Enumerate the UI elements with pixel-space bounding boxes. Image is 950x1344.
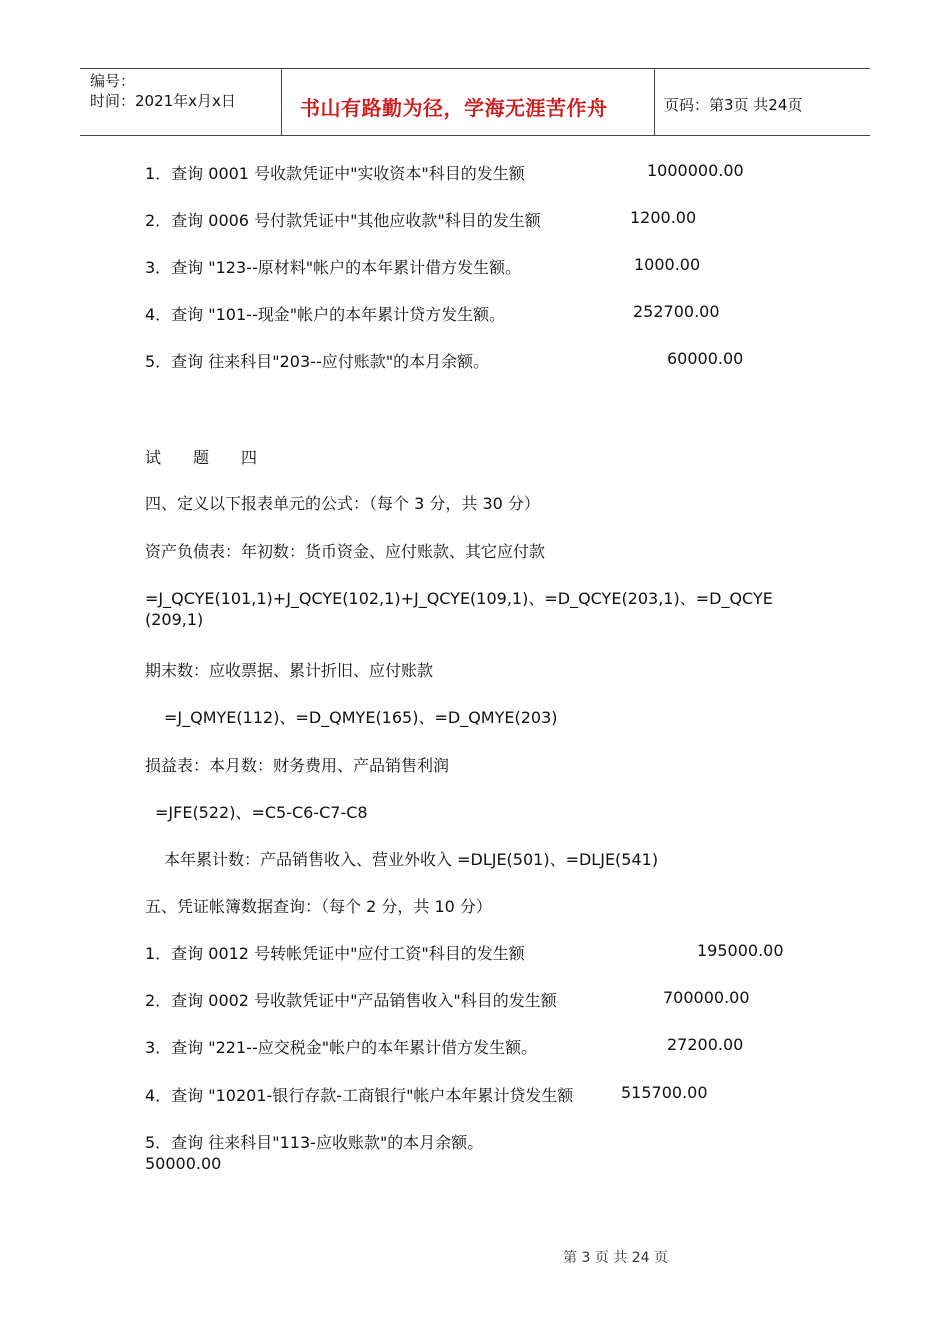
header-motto: 书山有路勤为径，学海无涯苦作舟 — [300, 96, 608, 120]
formula-period-end: =J_QMYE(112)、=D_QMYE(165)、=D_QMYE(203) — [164, 708, 558, 727]
query-value: 252700.00 — [633, 302, 720, 321]
part4-heading: 四、定义以下报表单元的公式：（每个 3 分，共 30 分） — [145, 494, 540, 513]
query-value: 60000.00 — [667, 349, 744, 368]
query-value: 700000.00 — [663, 988, 750, 1007]
document-time-label: 时间：2021年x月x日 — [90, 92, 236, 110]
formula-monthly: =JFE(522)、=C5-C6-C7-C8 — [155, 803, 368, 822]
query-value: 195000.00 — [697, 941, 784, 960]
query-line: 5．查询 往来科目"203--应付账款"的本月余额。 — [145, 352, 490, 371]
query-line: 3．查询 "123--原材料"帐户的本年累计借方发生额。 — [145, 258, 522, 277]
document-number-label: 编号： — [90, 72, 136, 90]
query-value: 1000000.00 — [647, 161, 744, 180]
header-bottom-rule — [80, 135, 870, 136]
query-value: 515700.00 — [621, 1083, 708, 1102]
header-page-info: 页码：第3页 共24页 — [664, 96, 803, 114]
query-line: 4．查询 "10201-银行存款-工商银行"帐户本年累计贷发生额 — [145, 1086, 574, 1105]
query-value: 50000.00 — [145, 1154, 222, 1173]
page-footer: 第 3 页 共 24 页 — [563, 1250, 668, 1266]
query-line: 2．查询 0002 号收款凭证中"产品销售收入"科目的发生额 — [145, 991, 557, 1010]
query-line: 2．查询 0006 号付款凭证中"其他应收款"科目的发生额 — [145, 211, 541, 230]
query-value: 27200.00 — [667, 1035, 744, 1054]
header-divider-left — [281, 68, 282, 136]
query-line: 1．查询 0001 号收款凭证中"实收资本"科目的发生额 — [145, 164, 525, 183]
period-end-label: 期末数：应收票据、累计折旧、应付账款 — [145, 661, 434, 680]
balance-sheet-label: 资产负债表：年初数：货币资金、应付账款、其它应付款 — [145, 542, 546, 561]
formula-opening-balance: =J_QCYE(101,1)+J_QCYE(102,1)+J_QCYE(109,1)、=D_QCYE(203,1)、=D_QCYE — [145, 589, 773, 608]
query-value: 1200.00 — [630, 208, 697, 227]
query-value: 1000.00 — [634, 255, 701, 274]
ytd-formula-line: 本年累计数：产品销售收入、营业外收入 =DLJE(501)、=DLJE(541) — [164, 850, 659, 869]
query-line: 4．查询 "101--现金"帐户的本年累计贷方发生额。 — [145, 305, 506, 324]
header-divider-right — [654, 68, 655, 136]
section-title: 试 题 四 — [145, 448, 258, 467]
formula-opening-balance-cont: (209,1) — [145, 610, 204, 629]
query-line: 1．查询 0012 号转帐凭证中"应付工资"科目的发生额 — [145, 944, 525, 963]
query-line: 3．查询 "221--应交税金"帐户的本年累计借方发生额。 — [145, 1038, 538, 1057]
part5-heading: 五、凭证帐簿数据查询：（每个 2 分，共 10 分） — [145, 897, 492, 916]
income-statement-label: 损益表：本月数：财务费用、产品销售利润 — [145, 756, 450, 775]
query-line: 5．查询 往来科目"113-应收账款"的本月余额。 — [145, 1133, 484, 1152]
header-top-rule — [80, 68, 870, 69]
